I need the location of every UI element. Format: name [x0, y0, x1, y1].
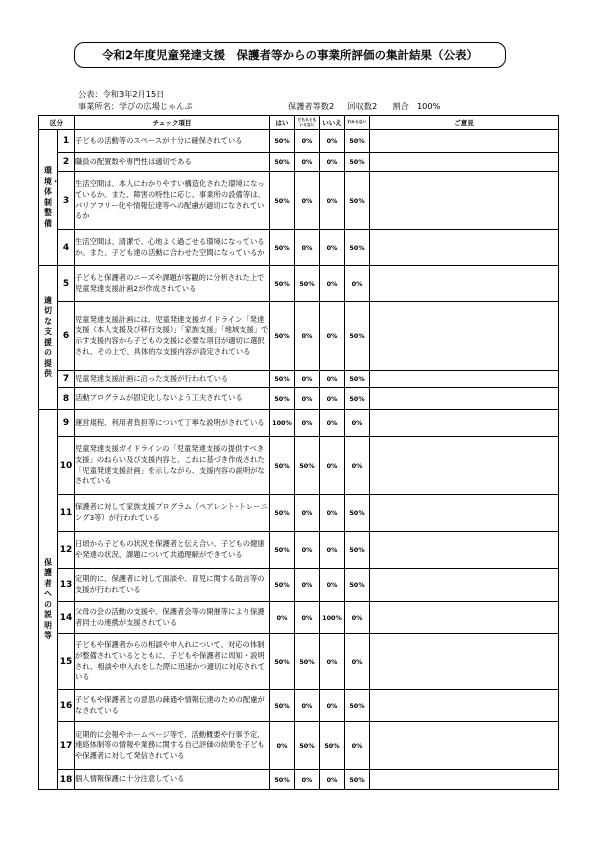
- opinion-cell: [370, 602, 559, 634]
- pct-yes: 50%: [270, 371, 295, 388]
- pct-no: 0%: [320, 410, 345, 437]
- pct-yes: 50%: [270, 690, 295, 722]
- table-row: [39, 230, 559, 266]
- pct-neither: 0%: [295, 410, 320, 437]
- check-item-text: 活動プログラムが固定化しないよう工夫されている: [75, 388, 270, 410]
- pct-yes: 50%: [270, 569, 295, 602]
- table-row: [39, 130, 559, 153]
- pct-no: 0%: [320, 437, 345, 495]
- check-item-text: 日頃から子どもの状況を保護者と伝え合い、子どもの健康や発達の状況、課題について共通理解ができている: [75, 532, 270, 569]
- table-row: [39, 690, 559, 722]
- pct-unknown: 50%: [345, 172, 370, 230]
- table-row: [39, 388, 559, 410]
- opinion-cell: [370, 532, 559, 569]
- table-body: [39, 130, 559, 790]
- pct-yes: 50%: [270, 130, 295, 153]
- pct-yes: 0%: [270, 602, 295, 634]
- pct-yes: 100%: [270, 410, 295, 437]
- check-item-text: 保護者に対して家族支援プログラム（ペアレント･トレーニング3等）が行われている: [75, 495, 270, 532]
- pct-no: 0%: [320, 153, 345, 172]
- pct-no: 0%: [320, 495, 345, 532]
- table-row: [39, 602, 559, 634]
- pct-no: 0%: [320, 532, 345, 569]
- pct-unknown: 50%: [345, 230, 370, 266]
- pct-no: 0%: [320, 634, 345, 690]
- response-ratio: 割合 100%: [392, 101, 441, 111]
- table-row: [39, 172, 559, 230]
- pct-yes: 50%: [270, 302, 295, 371]
- pct-unknown: 50%: [345, 532, 370, 569]
- check-item-text: 児童発達支援計画に沿った支援が行われている: [75, 371, 270, 388]
- category-label: 保護者への説明等: [44, 557, 52, 640]
- pct-unknown: 50%: [345, 770, 370, 790]
- pct-neither: 0%: [295, 230, 320, 266]
- check-item-text: 定期的に会報やホームページ等で、活動概要や行事予定、連絡体制等の情報や業務に関する自己評価の結果を子どもや保護者に対して発信されている: [75, 722, 270, 770]
- pct-no: 50%: [320, 722, 345, 770]
- table-row: [39, 153, 559, 172]
- category-cell: [39, 266, 58, 410]
- table-row: [39, 722, 559, 770]
- pct-no: 0%: [320, 569, 345, 602]
- pct-unknown: 0%: [345, 722, 370, 770]
- pct-unknown: 50%: [345, 690, 370, 722]
- pct-neither: 0%: [295, 172, 320, 230]
- row-number: 4: [58, 230, 75, 266]
- pct-yes: 50%: [270, 388, 295, 410]
- pct-unknown: 50%: [345, 302, 370, 371]
- response-count: 回収数2: [347, 101, 378, 111]
- page-title: 令和2年度児童発達支援 保護者等からの事業所評価の集計結果（公表）: [74, 42, 506, 68]
- pct-yes: 50%: [270, 532, 295, 569]
- header-no: いいえ: [320, 116, 345, 130]
- pct-unknown: 0%: [345, 266, 370, 302]
- row-number: 11: [58, 495, 75, 532]
- pct-unknown: 0%: [345, 634, 370, 690]
- pct-neither: 0%: [295, 153, 320, 172]
- pct-neither: 0%: [295, 388, 320, 410]
- pct-yes: 0%: [270, 722, 295, 770]
- pct-neither: 0%: [295, 302, 320, 371]
- opinion-cell: [370, 388, 559, 410]
- category-cell: [39, 410, 58, 790]
- pct-yes: 50%: [270, 230, 295, 266]
- pct-no: 0%: [320, 371, 345, 388]
- check-item-text: 子どもの活動等のスペースが十分に確保されている: [75, 130, 270, 153]
- check-item-text: 定期的に、保護者に対して面談や、育児に関する助言等の支援が行われている: [75, 569, 270, 602]
- pct-yes: 50%: [270, 172, 295, 230]
- check-item-text: 職員の配置数や専門性は適切である: [75, 153, 270, 172]
- table-row: [39, 266, 559, 302]
- category-label: 適切な支援の提供: [44, 295, 52, 378]
- table-row: [39, 569, 559, 602]
- header-category: 区分: [39, 116, 75, 130]
- check-item-text: 児童発達支援ガイドラインの「児童発達支援の提供すべき支援」のねらい及び支援内容と、これに基づき作成された「児童発達支援計画」を示しながら、支援内容の説明がなされている: [75, 437, 270, 495]
- opinion-cell: [370, 302, 559, 371]
- row-number: 1: [58, 130, 75, 153]
- check-item-text: 子どもや保護者との意思の疎通や情報伝達のための配慮がなされている: [75, 690, 270, 722]
- check-item-text: 児童発達支援計画には、児童発達支援ガイドライン「発達支援（本人支援及び移行支援）」「家族支援」「地域支援」で示す支援内容から子どもの支援に必要な項目が適切に選択され、その上で、具体的な支援内容が設定されている: [75, 302, 270, 371]
- opinion-cell: [370, 410, 559, 437]
- check-item-text: 生活空間は、本人にわかりやすい構造化された環境になっているか。また、障害の特性に応じ、事業所の設備等は、バリアフリー化や情報伝達等への配慮が適切になされているか: [75, 172, 270, 230]
- opinion-cell: [370, 437, 559, 495]
- pct-neither: 0%: [295, 602, 320, 634]
- opinion-cell: [370, 690, 559, 722]
- pct-no: 0%: [320, 266, 345, 302]
- survey-summary: [288, 101, 440, 112]
- row-number: 16: [58, 690, 75, 722]
- pct-no: 0%: [320, 770, 345, 790]
- table-row: [39, 437, 559, 495]
- pct-neither: 50%: [295, 722, 320, 770]
- row-number: 2: [58, 153, 75, 172]
- pct-yes: 50%: [270, 770, 295, 790]
- pct-yes: 50%: [270, 437, 295, 495]
- opinion-cell: [370, 722, 559, 770]
- pct-no: 0%: [320, 302, 345, 371]
- header-unknown: わからない: [345, 116, 370, 130]
- row-number: 10: [58, 437, 75, 495]
- header-check-item: チェック項目: [75, 116, 270, 130]
- row-number: 8: [58, 388, 75, 410]
- pct-unknown: 50%: [345, 495, 370, 532]
- check-item-text: 個人情報保護に十分注意している: [75, 770, 270, 790]
- pct-neither: 0%: [295, 532, 320, 569]
- pct-unknown: 50%: [345, 371, 370, 388]
- pct-unknown: 50%: [345, 130, 370, 153]
- pct-no: 0%: [320, 230, 345, 266]
- pct-neither: 0%: [295, 569, 320, 602]
- pct-no: 0%: [320, 172, 345, 230]
- pct-neither: 0%: [295, 495, 320, 532]
- category-cell: [39, 130, 58, 266]
- check-item-text: 父母の会の活動の支援や、保護者会等の開催等により保護者同士の連携が支援されている: [75, 602, 270, 634]
- opinion-cell: [370, 130, 559, 153]
- opinion-cell: [370, 266, 559, 302]
- row-number: 15: [58, 634, 75, 690]
- pct-neither: 50%: [295, 437, 320, 495]
- pct-no: 0%: [320, 690, 345, 722]
- table-row: [39, 532, 559, 569]
- row-number: 13: [58, 569, 75, 602]
- table-row: [39, 410, 559, 437]
- table-row: [39, 302, 559, 371]
- pct-no: 0%: [320, 388, 345, 410]
- pct-neither: 0%: [295, 690, 320, 722]
- row-number: 17: [58, 722, 75, 770]
- opinion-cell: [370, 634, 559, 690]
- pct-unknown: 0%: [345, 602, 370, 634]
- pct-neither: 50%: [295, 266, 320, 302]
- pct-neither: 0%: [295, 130, 320, 153]
- table-row: [39, 634, 559, 690]
- row-number: 9: [58, 410, 75, 437]
- pct-unknown: 0%: [345, 437, 370, 495]
- pct-unknown: 50%: [345, 569, 370, 602]
- row-number: 12: [58, 532, 75, 569]
- opinion-cell: [370, 230, 559, 266]
- check-item-text: 子どもや保護者からの相談や申入れについて、対応の体制が整備されているとともに、子どもや保護者に周知・説明され、相談や申入れをした際に迅速かつ適切に対応されている: [75, 634, 270, 690]
- pct-yes: 50%: [270, 153, 295, 172]
- check-item-text: 子どもと保護者のニーズや課題が客観的に分析された上で児童発達支援計画2が作成されている: [75, 266, 270, 302]
- header-neither: どちらとも いえない: [295, 116, 320, 130]
- row-number: 3: [58, 172, 75, 230]
- pct-yes: 50%: [270, 634, 295, 690]
- row-number: 5: [58, 266, 75, 302]
- pct-neither: 0%: [295, 371, 320, 388]
- pct-neither: 0%: [295, 770, 320, 790]
- pct-neither: 50%: [295, 634, 320, 690]
- opinion-cell: [370, 495, 559, 532]
- pct-yes: 50%: [270, 495, 295, 532]
- pct-unknown: 50%: [345, 388, 370, 410]
- table-row: [39, 371, 559, 388]
- opinion-cell: [370, 770, 559, 790]
- respondent-count: 保護者等数2: [288, 101, 335, 111]
- row-number: 14: [58, 602, 75, 634]
- pct-no: 100%: [320, 602, 345, 634]
- row-number: 18: [58, 770, 75, 790]
- facility-name: 事業所名：学びの広場じゃんぷ: [78, 101, 193, 111]
- header-yes: はい: [270, 116, 295, 130]
- table-header-row: [39, 116, 559, 130]
- check-item-text: 運営規程、利用者負担等について丁寧な説明がされている: [75, 410, 270, 437]
- header-opinion: ご意見: [370, 116, 559, 130]
- pct-no: 0%: [320, 130, 345, 153]
- table-row: [39, 495, 559, 532]
- evaluation-table: [38, 115, 559, 790]
- opinion-cell: [370, 371, 559, 388]
- check-item-text: 生活空間は、清潔で、心地よく過ごせる環境になっているか。また、子ども達の活動に合わせた空間になっているか: [75, 230, 270, 266]
- opinion-cell: [370, 569, 559, 602]
- opinion-cell: [370, 153, 559, 172]
- pct-unknown: 0%: [345, 410, 370, 437]
- table-row: [39, 770, 559, 790]
- pct-yes: 50%: [270, 266, 295, 302]
- row-number: 6: [58, 302, 75, 371]
- category-label: 環境・体制整備: [44, 166, 60, 228]
- opinion-cell: [370, 172, 559, 230]
- pct-unknown: 50%: [345, 153, 370, 172]
- publish-date: 公表：令和3年2月15日: [78, 89, 165, 99]
- row-number: 7: [58, 371, 75, 388]
